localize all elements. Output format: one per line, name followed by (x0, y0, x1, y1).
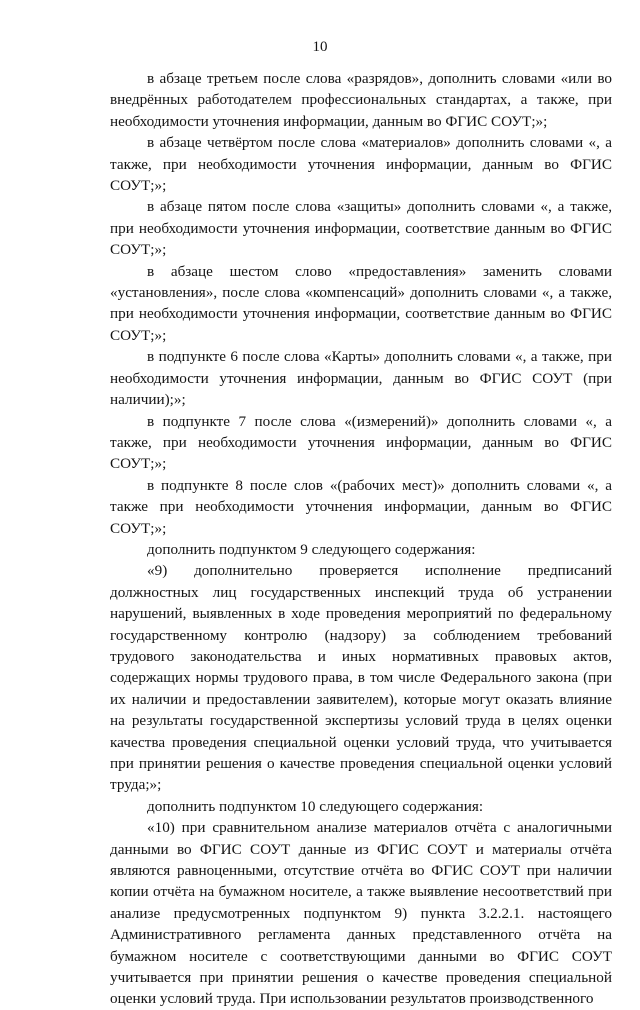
paragraph-podpunkt-7: в подпункте 7 после слова «(измерений)» дополнить словами «, а также, при необходимости уточнения информации, данным во ФГИС СОУТ;»; (110, 412, 612, 473)
page-number: 10 (312, 39, 328, 55)
paragraph-abzac-4: в абзаце четвёртом после слова «материалов» дополнить словами «, а также, при необходимости уточнения информации, данным во ФГИС СОУТ;»; (110, 134, 612, 195)
paragraph-abzac-3: в абзаце третьем после слова «разрядов», дополнить словами «или во внедрённых работодателем профессиональных стандартах, а также, при необходимости уточнения информации, данным во ФГИС СОУТ;»; (110, 70, 612, 130)
paragraph-abzac-5: в абзаце пятом после слова «защиты» дополнить словами «, а также, при необходимости уточнения информации, соответствие данным во ФГИС СОУТ;»; (110, 198, 612, 259)
paragraph-add-podpunkt-10-intro: дополнить подпунктом 10 следующего содержания: (147, 797, 484, 815)
paragraph-podpunkt-8: в подпункте 8 после слов «(рабочих мест)» дополнить словами «, а также при необходимости уточнения информации, данным во ФГИС СОУТ;»; (110, 476, 612, 537)
paragraph-podpunkt-6: в подпункте 6 после слова «Карты» дополнить словами «, а также, при необходимости уточнения информации, данным во ФГИС СОУТ (при наличии);»; (110, 348, 612, 409)
paragraph-abzac-6: в абзаце шестом слово «предоставления» заменить словами «установления», после слова «компенсаций» дополнить словами «, а также, при необходимости уточнения информации, соответствие данным во ФГИС СОУТ;»; (110, 262, 612, 344)
paragraph-podpunkt-10-text: «10) при сравнительном анализе материалов отчёта с аналогичными данными во ФГИС СОУТ данные из ФГИС СОУТ и материалы отчёта являются равноценными, отсутствие отчёта во ФГИС СОУТ при наличии копии отчёта на бумажном носителе, а также выявление несоответствий при анализе предусмотренных подпунктом 9) пункта 3.2.2.1. настоящего Административного регламента данных представленного отчёта на бумажном носителе с соответствующими данными во ФГИС СОУТ учитывается при принятии решения о качестве проведения специальной оценки условий труда. При использовании результатов производственного (110, 819, 612, 1008)
paragraph-podpunkt-9-text: «9) дополнительно проверяется исполнение предписаний должностных лиц государственных инспекций труда об устранении нарушений, выявленных в ходе проведения мероприятий по федеральному государственному контролю (надзору) за соблюдением требований трудового законодательства и иных нормативных правовых актов, содержащих нормы трудового права, в том числе Федерального закона (при их наличии и предоставлении заявителем), которые могут оказать влияние на результаты государственной экспертизы условий труда в целях оценки качества проведения специальной оценки условий труда, что учитывается при принятии решения о качестве проведения специальной оценки условий труда;»; (110, 562, 612, 794)
document-body (110, 68, 612, 1010)
paragraph-add-podpunkt-9-intro: дополнить подпунктом 9 следующего содержания: (147, 540, 476, 558)
